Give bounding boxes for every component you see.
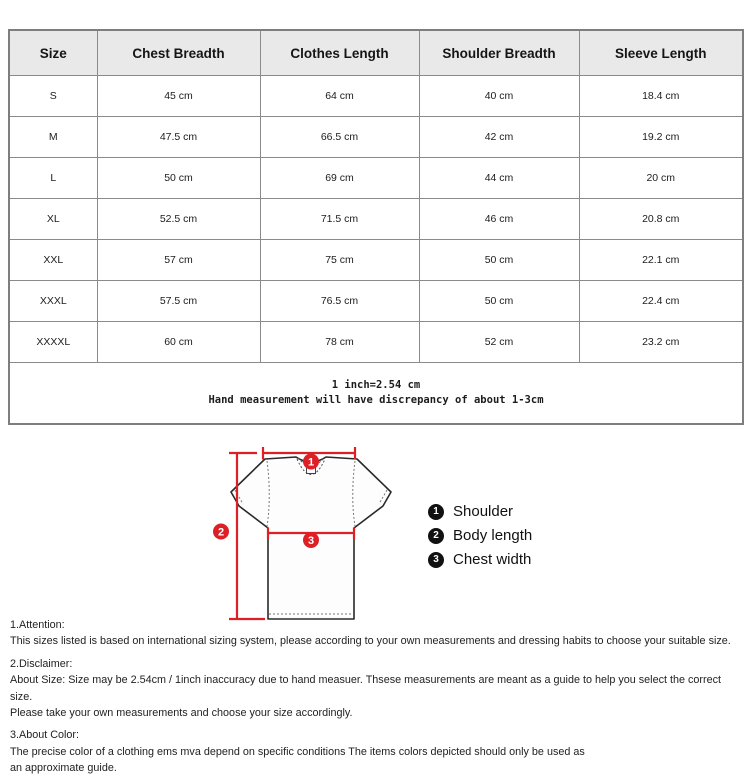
measurement-cell: 23.2 cm bbox=[579, 322, 743, 363]
size-cell: S bbox=[9, 76, 97, 117]
legend-item bbox=[428, 551, 532, 568]
marker-shoulder bbox=[303, 454, 319, 470]
measurement-cell: 20.8 cm bbox=[579, 199, 743, 240]
measurement-cell: 69 cm bbox=[260, 158, 419, 199]
measurement-legend bbox=[428, 503, 532, 568]
note-section-line: Please take your own measurements and choose your size accordingly. bbox=[10, 707, 353, 720]
measurement-cell: 46 cm bbox=[419, 199, 579, 240]
measurement-cell: 47.5 cm bbox=[97, 117, 260, 158]
legend-number-icon: 1 bbox=[428, 504, 444, 520]
measurement-cell: 44 cm bbox=[419, 158, 579, 199]
measurement-cell: 22.4 cm bbox=[579, 281, 743, 322]
legend-label: Body length bbox=[453, 527, 533, 544]
note-section-line: This sizes listed is based on international sizing system, please according to your own measurements and dressing habits to choose your suitable size. bbox=[10, 635, 731, 648]
conversion-note bbox=[9, 363, 743, 425]
legend-item bbox=[428, 527, 532, 544]
size-cell: XXL bbox=[9, 240, 97, 281]
measurement-cell: 52 cm bbox=[419, 322, 579, 363]
measurement-cell: 50 cm bbox=[419, 281, 579, 322]
measurement-cell: 45 cm bbox=[97, 76, 260, 117]
note-section-line: The precise color of a clothing ems mva depend on specific conditions The items colors depicted should only be used as bbox=[10, 745, 585, 758]
note-section-title: 1.Attention: bbox=[10, 619, 65, 631]
measurement-cell: 76.5 cm bbox=[260, 281, 419, 322]
measurement-cell: 22.1 cm bbox=[579, 240, 743, 281]
svg-text:1: 1 bbox=[307, 456, 315, 469]
measurement-cell: 19.2 cm bbox=[579, 117, 743, 158]
note-section-title: 2.Disclaimer: bbox=[10, 657, 73, 670]
size-cell: XXXL bbox=[9, 281, 97, 322]
legend-label: Chest width bbox=[453, 551, 532, 568]
table-row bbox=[9, 76, 743, 117]
tshirt-measurement-diagram bbox=[205, 440, 450, 635]
measurement-discrepancy-text: Hand measurement will have discrepancy of about 1-3cm bbox=[208, 394, 544, 406]
table-row bbox=[9, 240, 743, 281]
column-header: Chest Breadth bbox=[97, 30, 260, 76]
legend-number-icon: 2 bbox=[428, 528, 444, 544]
measurement-cell: 50 cm bbox=[419, 240, 579, 281]
measurement-cell: 52.5 cm bbox=[97, 199, 260, 240]
note-section-line: an approximate guide. bbox=[10, 762, 117, 775]
bottom-notes bbox=[10, 617, 746, 783]
measurement-cell: 75 cm bbox=[260, 240, 419, 281]
column-header: Size bbox=[9, 30, 97, 76]
size-chart-table bbox=[8, 29, 744, 425]
marker-chest-width bbox=[303, 532, 319, 548]
measurement-cell: 78 cm bbox=[260, 322, 419, 363]
marker-body-length bbox=[213, 524, 229, 540]
measurement-cell: 50 cm bbox=[97, 158, 260, 199]
column-header: Sleeve Length bbox=[579, 30, 743, 76]
column-header: Clothes Length bbox=[260, 30, 419, 76]
table-row bbox=[9, 322, 743, 363]
size-cell: XXXXL bbox=[9, 322, 97, 363]
table-row bbox=[9, 117, 743, 158]
table-note-row bbox=[9, 363, 743, 425]
table-row bbox=[9, 158, 743, 199]
measurement-cell: 64 cm bbox=[260, 76, 419, 117]
column-header: Shoulder Breadth bbox=[419, 30, 579, 76]
measurement-cell: 57.5 cm bbox=[97, 281, 260, 322]
svg-text:2: 2 bbox=[217, 526, 225, 539]
legend-number-icon: 3 bbox=[428, 552, 444, 568]
table-header-row bbox=[9, 30, 743, 76]
inch-conversion-text: 1 inch=2.54 cm bbox=[331, 379, 421, 391]
size-cell: L bbox=[9, 158, 97, 199]
measurement-cell: 57 cm bbox=[97, 240, 260, 281]
note-section-title: 3.About Color: bbox=[10, 729, 80, 742]
measurement-cell: 42 cm bbox=[419, 117, 579, 158]
note-section bbox=[10, 617, 746, 650]
measurement-cell: 40 cm bbox=[419, 76, 579, 117]
svg-text:3: 3 bbox=[307, 535, 315, 547]
size-cell: M bbox=[9, 117, 97, 158]
measurement-cell: 20 cm bbox=[579, 158, 743, 199]
table-row bbox=[9, 199, 743, 240]
note-section-line: About Size: Size may be 2.54cm / 1inch inaccuracy due to hand measuer. Thsese measurements are meant as a guide to help you select the correct size. bbox=[10, 674, 721, 703]
table-row bbox=[9, 281, 743, 322]
legend-label: Shoulder bbox=[453, 503, 514, 520]
size-cell: XL bbox=[9, 199, 97, 240]
legend-item bbox=[428, 503, 532, 520]
size-table-body bbox=[9, 76, 743, 363]
measurement-cell: 18.4 cm bbox=[579, 76, 743, 117]
measurement-cell: 66.5 cm bbox=[260, 117, 419, 158]
measurement-cell: 60 cm bbox=[97, 322, 260, 363]
measurement-cell: 71.5 cm bbox=[260, 199, 419, 240]
note-section bbox=[10, 727, 746, 776]
note-section bbox=[10, 656, 746, 722]
